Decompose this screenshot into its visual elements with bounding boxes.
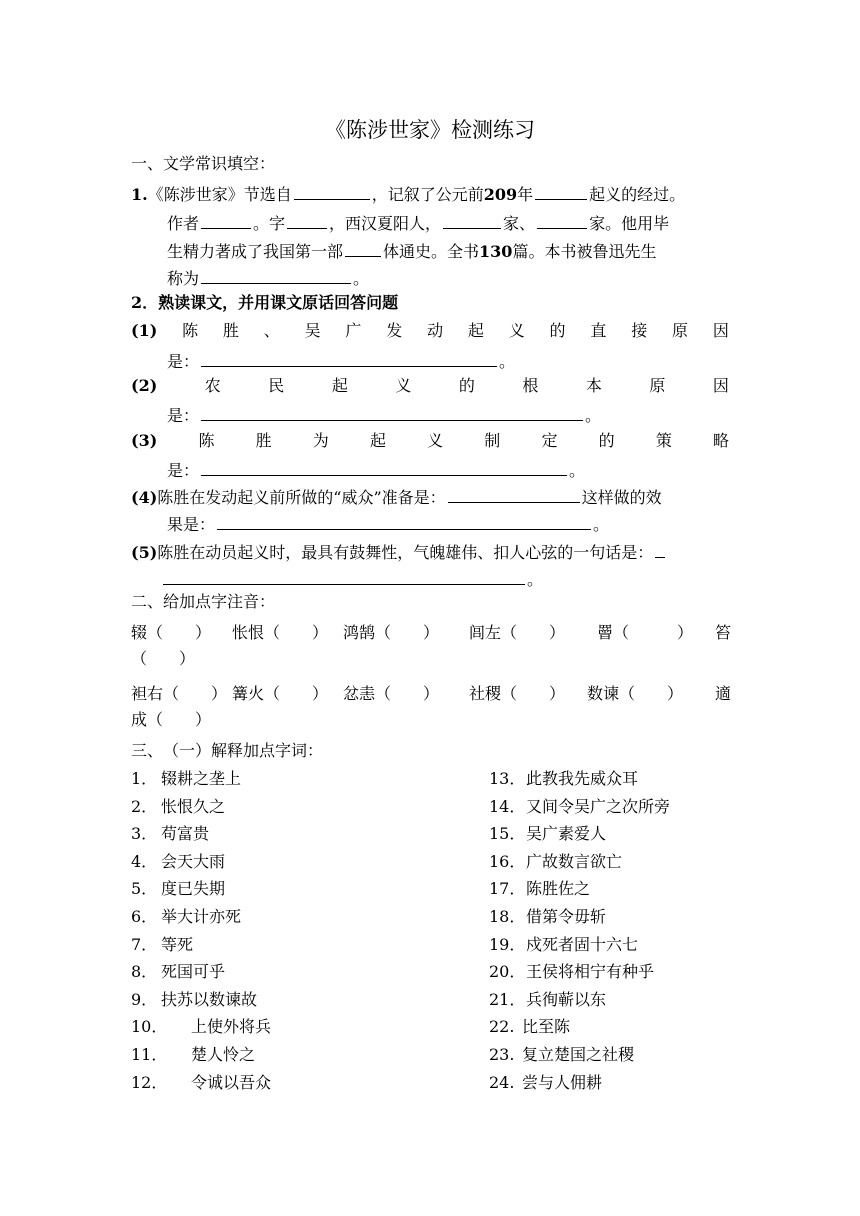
vocab-phrase: 会天大雨 <box>161 852 226 871</box>
q1-text-g: ，西汉夏阳人， <box>329 214 442 233</box>
vocab-item <box>489 796 671 818</box>
q1-text-e: 作者 <box>167 214 200 233</box>
blank-uprising[interactable] <box>535 181 587 200</box>
q1-text-k: 体通史。全书 <box>383 242 480 261</box>
vocab-phrase: 扶苏以数谏故 <box>161 990 258 1009</box>
p3-tail: 是： <box>167 461 200 480</box>
vocab-phrase: 等死 <box>161 935 194 954</box>
vocab-number: 23. <box>489 1045 515 1064</box>
blank-p3-answer[interactable] <box>201 457 567 476</box>
p4-line1 <box>131 484 662 506</box>
vocab-number: 10． <box>131 1017 168 1036</box>
vocab-number: 13． <box>489 769 526 788</box>
p4-line2 <box>167 511 609 533</box>
pinyin-item: 闾左（ ） <box>469 623 566 642</box>
vocab-phrase: 怅恨久之 <box>161 797 226 816</box>
vocab-number: 5． <box>131 879 158 898</box>
vocab-number: 20． <box>489 962 526 981</box>
vocab-number: 17． <box>489 879 526 898</box>
vocab-number: 7． <box>131 935 158 954</box>
p4-text-b: 这样做的效 <box>581 488 662 507</box>
vocab-phrase: 辍耕之垄上 <box>161 769 242 788</box>
q1-count: 130 <box>479 242 513 261</box>
p1-char: 接 <box>631 321 648 340</box>
p1-char: 广 <box>345 321 362 340</box>
p3-number: (3) <box>131 431 158 450</box>
vocab-item <box>489 1016 571 1038</box>
p1-line1 <box>131 320 731 342</box>
q1-line4 <box>167 265 369 287</box>
vocab-phrase: 上使外将兵 <box>191 1017 272 1036</box>
vocab-number: 6． <box>131 907 158 926</box>
vocab-item <box>489 823 607 845</box>
p2-tail: 是： <box>167 406 200 425</box>
p1-number: (1) <box>131 321 158 340</box>
vocab-phrase: 广故数言欲亡 <box>526 852 623 871</box>
vocab-phrase: 死国可乎 <box>161 962 226 981</box>
p5-line1 <box>131 539 667 561</box>
q1-text-j: 生精力著成了我国第一部 <box>167 242 344 261</box>
p4-text-a: 陈胜在发动起义前所做的“威众”准备是： <box>157 488 446 507</box>
p4-text-c: 果是： <box>167 515 216 534</box>
section2-heading: 二、给加点字注音： <box>131 592 276 611</box>
blank-p4-prep[interactable] <box>448 484 580 503</box>
q1-year: 209 <box>483 185 518 204</box>
pinyin-row-2b: 成（ ） <box>131 710 212 729</box>
p1-char: 胜 <box>222 321 239 340</box>
vocab-phrase: 王侯将相宁有种乎 <box>526 962 655 981</box>
vocab-phrase: 借第令毋斩 <box>526 907 607 926</box>
p1-char: 吴 <box>304 321 321 340</box>
blank-p1-answer[interactable] <box>201 348 497 367</box>
vocab-item <box>131 989 258 1011</box>
vocab-item <box>131 768 242 790</box>
p2-char: 民 <box>268 376 285 395</box>
pinyin-item: 忿恚（ ） <box>343 684 440 703</box>
p2-number: (2) <box>131 376 158 395</box>
p5-text-a: 陈胜在动员起义时，最具有鼓舞性，气魄雄伟、扣人心弦的一句话是： <box>157 543 654 562</box>
p2-char: 义 <box>395 376 412 395</box>
p3-char: 为 <box>312 431 329 450</box>
p1-char: 的 <box>549 321 566 340</box>
pinyin-item: 鸿鹄（ ） <box>343 623 440 642</box>
vocab-number: 16． <box>489 852 526 871</box>
vocab-item <box>131 878 226 900</box>
p3-char: 略 <box>712 431 729 450</box>
section3-heading: 三、 （一）解释加点字词： <box>131 741 324 760</box>
p5-line2 <box>161 566 543 588</box>
blank-p5-answer[interactable] <box>163 566 525 585</box>
q1-end: 。 <box>353 269 370 288</box>
vocab-item <box>131 851 226 873</box>
q1-number: 1. <box>131 185 148 204</box>
p1-tail: 是： <box>167 352 200 371</box>
pinyin-item: 数谏（ ） <box>587 684 684 703</box>
vocab-number: 14． <box>489 797 526 816</box>
vocab-number: 21． <box>489 990 526 1009</box>
p1-char: 直 <box>590 321 607 340</box>
p1-char: 陈 <box>182 321 199 340</box>
vocab-phrase: 度已失期 <box>161 879 226 898</box>
blank-praise[interactable] <box>201 265 351 284</box>
period: 。 <box>593 515 610 534</box>
vocab-phrase: 戍死者固十六七 <box>526 935 639 954</box>
q1-text-a: 《陈涉世家》节选自 <box>147 185 292 204</box>
vocab-phrase: 又间令吴广之次所旁 <box>526 797 671 816</box>
vocab-item <box>489 768 639 790</box>
p2-char: 原 <box>649 376 666 395</box>
vocab-item <box>489 961 655 983</box>
p3-line1 <box>131 430 731 452</box>
p1-char: 动 <box>427 321 444 340</box>
p2-char: 因 <box>712 376 729 395</box>
pinyin-row-1b: （ ） <box>131 649 196 668</box>
blank-role-2[interactable] <box>537 210 587 229</box>
pinyin-row-2 <box>131 681 731 703</box>
vocab-number: 4． <box>131 852 158 871</box>
p3-char: 定 <box>541 431 558 450</box>
vocab-phrase: 举大计亦死 <box>161 907 242 926</box>
pinyin-item: 罾（ ） <box>597 623 694 642</box>
blank-source[interactable] <box>294 181 370 200</box>
vocab-item <box>131 1016 272 1038</box>
vocab-number: 18． <box>489 907 526 926</box>
vocab-item <box>131 1072 272 1094</box>
p2-char: 的 <box>458 376 475 395</box>
blank-p4-effect[interactable] <box>217 511 591 530</box>
vocab-item <box>489 851 623 873</box>
vocab-item <box>131 961 226 983</box>
q1-text-b: ，记叙了公元前 <box>371 185 484 204</box>
vocab-phrase: 陈胜佐之 <box>526 879 591 898</box>
vocab-item <box>131 1044 256 1066</box>
period: 。 <box>585 406 602 425</box>
pinyin-item: 笞 <box>715 623 732 642</box>
p2-char: 起 <box>331 376 348 395</box>
q1-text-m: 称为 <box>167 269 200 288</box>
p3-char: 的 <box>598 431 615 450</box>
page-title: 《陈涉世家》检测练习 <box>325 118 535 142</box>
vocab-phrase: 苟富贵 <box>161 824 210 843</box>
vocab-item <box>489 989 607 1011</box>
vocab-item <box>131 796 226 818</box>
vocab-number: 9． <box>131 990 158 1009</box>
blank-role-1[interactable] <box>443 210 501 229</box>
pinyin-item: 怅恨（ ） <box>232 623 329 642</box>
p3-char: 胜 <box>255 431 272 450</box>
p2-char: 农 <box>204 376 221 395</box>
vocab-number: 8． <box>131 962 158 981</box>
vocab-phrase: 兵徇蕲以东 <box>526 990 607 1009</box>
q1-text-c: 年 <box>517 185 534 204</box>
period: 。 <box>569 461 586 480</box>
blank-author[interactable] <box>201 210 251 229</box>
vocab-number: 19． <box>489 935 526 954</box>
q1-line3 <box>167 238 656 260</box>
p3-char: 制 <box>484 431 501 450</box>
vocab-number: 1． <box>131 769 158 788</box>
vocab-number: 11． <box>131 1045 168 1064</box>
q1-line2 <box>167 210 669 232</box>
pinyin-item: 辍（ ） <box>131 623 212 642</box>
vocab-number: 3． <box>131 824 158 843</box>
blank-courtesy-name[interactable] <box>287 210 327 229</box>
vocab-item <box>131 934 194 956</box>
p3-line2 <box>167 457 585 479</box>
q1-text-d: 起义的经过。 <box>589 185 686 204</box>
p1-char: 发 <box>386 321 403 340</box>
p1-char: 因 <box>712 321 729 340</box>
q1-line1 <box>131 181 685 203</box>
p2-char: 根 <box>522 376 539 395</box>
vocab-item <box>489 906 607 928</box>
vocab-item <box>131 823 210 845</box>
blank-p2-answer[interactable] <box>201 402 583 421</box>
vocab-number: 15． <box>489 824 526 843</box>
vocab-item <box>131 906 242 928</box>
p3-char: 义 <box>427 431 444 450</box>
vocab-phrase: 复立楚国之社稷 <box>522 1045 635 1064</box>
q1-text-i: 家。他用毕 <box>589 214 670 233</box>
vocab-phrase: 尝与人佣耕 <box>522 1073 603 1092</box>
pinyin-item: 適 <box>715 684 732 703</box>
p2-char: 本 <box>585 376 602 395</box>
p1-char: 义 <box>508 321 525 340</box>
vocab-item <box>489 1044 635 1066</box>
vocab-phrase: 令诚以吾众 <box>191 1073 272 1092</box>
pinyin-row-1 <box>131 620 731 642</box>
pinyin-item: 袒右（ ） <box>131 684 228 703</box>
q1-text-f: 。字 <box>253 214 286 233</box>
vocab-phrase: 比至陈 <box>522 1017 571 1036</box>
vocab-number: 12． <box>131 1073 168 1092</box>
pinyin-item: 篝火（ ） <box>232 684 329 703</box>
p1-line2 <box>167 348 515 370</box>
vocab-number: 2． <box>131 797 158 816</box>
vocab-item <box>489 878 591 900</box>
p3-char: 策 <box>655 431 672 450</box>
q1-text-h: 家、 <box>503 214 536 233</box>
p3-char: 陈 <box>198 431 215 450</box>
pinyin-item: 社稷（ ） <box>469 684 566 703</box>
q1-text-l: 篇。本书被鲁迅先生 <box>512 242 657 261</box>
p1-char: 起 <box>467 321 484 340</box>
vocab-phrase: 楚人怜之 <box>191 1045 256 1064</box>
vocab-number: 22. <box>489 1017 515 1036</box>
vocab-phrase: 此教我先威众耳 <box>526 769 639 788</box>
p2-line2 <box>167 402 601 424</box>
period: 。 <box>499 352 516 371</box>
vocab-item <box>489 1072 603 1094</box>
section1-heading: 一、文学常识填空： <box>131 154 276 173</box>
p3-char: 起 <box>369 431 386 450</box>
vocab-number: 24. <box>489 1073 515 1092</box>
vocab-phrase: 吴广素爱人 <box>526 824 607 843</box>
p5-number: (5) <box>131 543 158 562</box>
p1-char: 、 <box>263 321 280 340</box>
q2-heading: 2．熟读课文，并用课文原话回答问题 <box>131 293 399 312</box>
blank-p5-start[interactable] <box>655 539 665 558</box>
p2-line1 <box>131 375 731 397</box>
p1-char: 原 <box>672 321 689 340</box>
period: 。 <box>527 570 544 589</box>
blank-genre[interactable] <box>345 238 381 257</box>
vocab-item <box>489 934 639 956</box>
p4-number: (4) <box>131 488 158 507</box>
